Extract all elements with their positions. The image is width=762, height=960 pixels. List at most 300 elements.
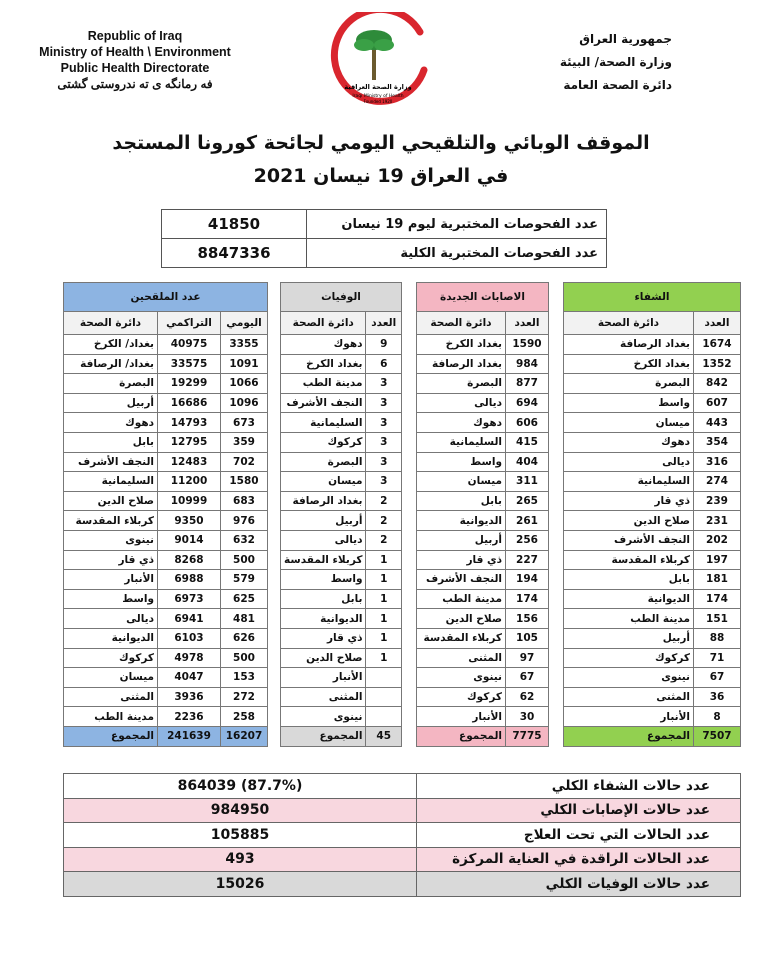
- table-row: [162, 239, 607, 268]
- column-header: التراكمي: [158, 312, 221, 335]
- table-row: [281, 413, 402, 433]
- total-value: 45: [366, 726, 402, 746]
- place-cell: صلاح الدين: [564, 511, 694, 531]
- report-title: الموقف الوبائي والتلقيحي اليومي لجائحة كورونا المستجد: [112, 132, 650, 154]
- place-cell: أربيل: [64, 393, 158, 413]
- ministry-logo: [324, 12, 432, 110]
- daily-cell: 258: [221, 707, 268, 727]
- cumulative-cell: 6103: [158, 628, 221, 648]
- cumulative-cell: 8268: [158, 550, 221, 570]
- total-label: المجموع: [64, 726, 158, 746]
- place-cell: ديالى: [564, 452, 694, 472]
- place-cell: المثنى: [64, 687, 158, 707]
- table-row: [564, 393, 741, 413]
- table-row: [417, 687, 549, 707]
- count-cell: 1: [366, 550, 402, 570]
- table-row: [564, 628, 741, 648]
- count-cell: 227: [506, 550, 549, 570]
- place-cell: النجف الأشرف: [281, 393, 366, 413]
- summary-row: [64, 823, 741, 848]
- place-cell: دهوك: [564, 432, 694, 452]
- place-cell: مدينة الطب: [281, 374, 366, 394]
- table-row: [281, 530, 402, 550]
- table-row: [417, 393, 549, 413]
- count-cell: 606: [506, 413, 549, 433]
- table-row: [281, 628, 402, 648]
- count-cell: [366, 707, 402, 727]
- daily-cell: 153: [221, 668, 268, 688]
- count-cell: [366, 668, 402, 688]
- place-cell: الديوانية: [64, 628, 158, 648]
- header-line: Public Health Directorate: [60, 61, 210, 75]
- count-cell: 71: [694, 648, 741, 668]
- place-cell: صلاح الدين: [281, 648, 366, 668]
- count-cell: 3: [366, 452, 402, 472]
- logo-arabic: وزارة الصحة العراقية: [344, 83, 412, 91]
- cumulative-cell: 4978: [158, 648, 221, 668]
- place-cell: كركوك: [64, 648, 158, 668]
- daily-cell: 673: [221, 413, 268, 433]
- cumulative-cell: 6988: [158, 570, 221, 590]
- cumulative-cell: 12795: [158, 432, 221, 452]
- place-cell: بغداد/ الكرخ: [64, 335, 158, 355]
- table-row: [564, 609, 741, 629]
- count-cell: 1: [366, 648, 402, 668]
- column-header: اليومي: [221, 312, 268, 335]
- cumulative-cell: 40975: [158, 335, 221, 355]
- table-row: [417, 413, 549, 433]
- table-row: [564, 472, 741, 492]
- cumulative-cell: 16686: [158, 393, 221, 413]
- total-row: [64, 726, 268, 746]
- summary-label: عدد الحالات الراقدة في العناية المركزة: [417, 847, 741, 872]
- daily-cell: 579: [221, 570, 268, 590]
- column-header: دائرة الصحة: [64, 312, 158, 335]
- table-title-row: [281, 283, 402, 312]
- cumulative-cell: 9014: [158, 530, 221, 550]
- count-cell: 311: [506, 472, 549, 492]
- daily-cell: 632: [221, 530, 268, 550]
- summary-value: 984950: [64, 798, 417, 823]
- table-row: [564, 354, 741, 374]
- daily-cell: 1066: [221, 374, 268, 394]
- table-row: [281, 491, 402, 511]
- place-cell: ذي قار: [564, 491, 694, 511]
- count-cell: 2: [366, 530, 402, 550]
- count-cell: 261: [506, 511, 549, 531]
- table-row: [417, 648, 549, 668]
- count-cell: 1674: [694, 335, 741, 355]
- count-cell: 256: [506, 530, 549, 550]
- cumulative-cell: 19299: [158, 374, 221, 394]
- column-header: العدد: [506, 312, 549, 335]
- count-cell: 174: [506, 589, 549, 609]
- place-cell: مدينة الطب: [64, 707, 158, 727]
- count-cell: 231: [694, 511, 741, 531]
- count-cell: 443: [694, 413, 741, 433]
- place-cell: بابل: [417, 491, 506, 511]
- place-cell: نينوى: [564, 668, 694, 688]
- table-row: [564, 530, 741, 550]
- count-cell: [366, 687, 402, 707]
- table-row: [281, 393, 402, 413]
- table-row: [281, 687, 402, 707]
- table-row: [64, 687, 268, 707]
- count-cell: 174: [694, 589, 741, 609]
- place-cell: بابل: [281, 589, 366, 609]
- header-line: Ministry of Health \ Environment: [39, 45, 231, 59]
- cumulative-cell: 14793: [158, 413, 221, 433]
- count-cell: 1352: [694, 354, 741, 374]
- count-cell: 1: [366, 609, 402, 629]
- table-row: [64, 550, 268, 570]
- column-header: العدد: [366, 312, 402, 335]
- table-row: [564, 374, 741, 394]
- table-row: [64, 668, 268, 688]
- count-cell: 274: [694, 472, 741, 492]
- table-row: [564, 687, 741, 707]
- place-cell: ديالى: [281, 530, 366, 550]
- place-cell: أربيل: [564, 628, 694, 648]
- table-row: [64, 393, 268, 413]
- count-cell: 607: [694, 393, 741, 413]
- place-cell: نينوى: [281, 707, 366, 727]
- table-row: [281, 550, 402, 570]
- total-value: 7775: [506, 726, 549, 746]
- place-cell: أربيل: [281, 511, 366, 531]
- summary-value: 864039 (87.7%): [64, 774, 417, 799]
- count-cell: 30: [506, 707, 549, 727]
- recovered-table: [563, 282, 741, 747]
- place-cell: السليمانية: [281, 413, 366, 433]
- summary-value: 493: [64, 847, 417, 872]
- place-cell: نينوى: [417, 668, 506, 688]
- count-cell: 2: [366, 491, 402, 511]
- daily-cell: 625: [221, 589, 268, 609]
- place-cell: كربلاء المقدسة: [64, 511, 158, 531]
- count-cell: 3: [366, 432, 402, 452]
- count-cell: 404: [506, 452, 549, 472]
- count-cell: 3: [366, 413, 402, 433]
- place-cell: الأنبار: [564, 707, 694, 727]
- place-cell: النجف الأشرف: [64, 452, 158, 472]
- cumulative-cell: 4047: [158, 668, 221, 688]
- total-value: 7507: [694, 726, 741, 746]
- summary-label: عدد حالات الشفاء الكلي: [417, 774, 741, 799]
- place-cell: بغداد الرصافة: [281, 491, 366, 511]
- daily-cell: 1096: [221, 393, 268, 413]
- count-cell: 354: [694, 432, 741, 452]
- table-row: [64, 589, 268, 609]
- table-row: [564, 491, 741, 511]
- english-header: [30, 28, 240, 92]
- new-cases-table: [416, 282, 549, 747]
- place-cell: ذي قار: [64, 550, 158, 570]
- daily-tests-value: 41850: [162, 210, 307, 239]
- deaths-title: الوفيات: [281, 283, 402, 312]
- count-cell: 9: [366, 335, 402, 355]
- daily-cell: 3355: [221, 335, 268, 355]
- total-label: المجموع: [417, 726, 506, 746]
- column-header: دائرة الصحة: [564, 312, 694, 335]
- place-cell: واسط: [281, 570, 366, 590]
- table-title-row: [64, 283, 268, 312]
- vaccinated-title: عدد الملقحين: [64, 283, 268, 312]
- count-cell: 239: [694, 491, 741, 511]
- table-row: [64, 609, 268, 629]
- daily-cell: 683: [221, 491, 268, 511]
- cumulative-cell: 2236: [158, 707, 221, 727]
- total-row: [281, 726, 402, 746]
- place-cell: الأنبار: [281, 668, 366, 688]
- table-row: [64, 511, 268, 531]
- place-cell: مدينة الطب: [564, 609, 694, 629]
- table-row: [64, 491, 268, 511]
- table-row: [417, 570, 549, 590]
- place-cell: بغداد/ الرصافة: [64, 354, 158, 374]
- place-cell: كركوك: [281, 432, 366, 452]
- place-cell: كربلاء المقدسة: [281, 550, 366, 570]
- place-cell: النجف الأشرف: [417, 570, 506, 590]
- table-row: [281, 354, 402, 374]
- report-subtitle: في العراق 19 نيسان 2021: [253, 165, 509, 187]
- total-label: المجموع: [281, 726, 366, 746]
- table-row: [417, 511, 549, 531]
- table-row: [564, 432, 741, 452]
- count-cell: 105: [506, 628, 549, 648]
- place-cell: صلاح الدين: [417, 609, 506, 629]
- table-header-row: [281, 312, 402, 335]
- summary-row: [64, 847, 741, 872]
- count-cell: 36: [694, 687, 741, 707]
- table-row: [64, 648, 268, 668]
- count-cell: 6: [366, 354, 402, 374]
- count-cell: 97: [506, 648, 549, 668]
- count-cell: 194: [506, 570, 549, 590]
- place-cell: بابل: [564, 570, 694, 590]
- count-cell: 8: [694, 707, 741, 727]
- table-row: [417, 550, 549, 570]
- total-tests-label: عدد الفحوصات المختبرية الكلية: [307, 239, 607, 268]
- count-cell: 415: [506, 432, 549, 452]
- table-row: [281, 511, 402, 531]
- column-header: العدد: [694, 312, 741, 335]
- table-row: [281, 335, 402, 355]
- header-line: وزارة الصحة/ البيئة: [559, 55, 672, 69]
- place-cell: ميسان: [64, 668, 158, 688]
- place-cell: الديوانية: [417, 511, 506, 531]
- count-cell: 3: [366, 393, 402, 413]
- table-title-row: [564, 283, 741, 312]
- table-row: [281, 570, 402, 590]
- table-header-row: [564, 312, 741, 335]
- total-row: [564, 726, 741, 746]
- total-tests-value: 8847336: [162, 239, 307, 268]
- place-cell: بابل: [64, 432, 158, 452]
- place-cell: المثنى: [564, 687, 694, 707]
- table-row: [64, 432, 268, 452]
- table-row: [281, 374, 402, 394]
- table-row: [417, 491, 549, 511]
- place-cell: ميسان: [417, 472, 506, 492]
- place-cell: كربلاء المقدسة: [417, 628, 506, 648]
- table-row: [564, 707, 741, 727]
- table-row: [564, 589, 741, 609]
- header-line: جمهورية العراق: [579, 32, 672, 46]
- cumulative-cell: 6973: [158, 589, 221, 609]
- count-cell: 1: [366, 628, 402, 648]
- place-cell: بغداد الكرخ: [564, 354, 694, 374]
- table-row: [64, 335, 268, 355]
- summary-label: عدد حالات الوفيات الكلي: [417, 872, 741, 897]
- table-row: [64, 452, 268, 472]
- table-row: [281, 589, 402, 609]
- place-cell: المثنى: [281, 687, 366, 707]
- table-row: [417, 589, 549, 609]
- table-row: [417, 628, 549, 648]
- recovered-title: الشفاء: [564, 283, 741, 312]
- summary-table: [63, 773, 741, 897]
- new-cases-title: الاصابات الجديدة: [417, 283, 549, 312]
- total-label: المجموع: [564, 726, 694, 746]
- place-cell: الأنبار: [417, 707, 506, 727]
- table-row: [64, 374, 268, 394]
- count-cell: 3: [366, 472, 402, 492]
- place-cell: أربيل: [417, 530, 506, 550]
- arabic-header: [532, 28, 672, 97]
- table-row: [564, 452, 741, 472]
- summary-label: عدد حالات الإصابات الكلي: [417, 798, 741, 823]
- table-row: [64, 628, 268, 648]
- cumulative-cell: 12483: [158, 452, 221, 472]
- header-line: Republic of Iraq: [87, 29, 183, 43]
- table-row: [417, 530, 549, 550]
- count-cell: 1: [366, 570, 402, 590]
- place-cell: الديوانية: [564, 589, 694, 609]
- place-cell: واسط: [64, 589, 158, 609]
- count-cell: 151: [694, 609, 741, 629]
- summary-row: [64, 774, 741, 799]
- place-cell: البصرة: [417, 374, 506, 394]
- count-cell: 67: [506, 668, 549, 688]
- count-cell: 67: [694, 668, 741, 688]
- table-header-row: [64, 312, 268, 335]
- place-cell: ميسان: [281, 472, 366, 492]
- summary-label: عدد الحالات التي تحت العلاج: [417, 823, 741, 848]
- place-cell: السليمانية: [564, 472, 694, 492]
- place-cell: الأنبار: [64, 570, 158, 590]
- table-row: [281, 609, 402, 629]
- daily-tests-label: عدد الفحوصات المختبرية ليوم 19 نيسان: [307, 210, 607, 239]
- place-cell: البصرة: [564, 374, 694, 394]
- place-cell: دهوك: [64, 413, 158, 433]
- table-title-row: [417, 283, 549, 312]
- count-cell: 316: [694, 452, 741, 472]
- count-cell: 88: [694, 628, 741, 648]
- place-cell: السليمانية: [64, 472, 158, 492]
- place-cell: الديوانية: [281, 609, 366, 629]
- table-row: [417, 354, 549, 374]
- count-cell: 694: [506, 393, 549, 413]
- count-cell: 3: [366, 374, 402, 394]
- place-cell: ذي قار: [417, 550, 506, 570]
- column-header: دائرة الصحة: [417, 312, 506, 335]
- count-cell: 181: [694, 570, 741, 590]
- place-cell: ميسان: [564, 413, 694, 433]
- table-row: [564, 648, 741, 668]
- place-cell: بغداد الرصافة: [417, 354, 506, 374]
- table-row: [417, 452, 549, 472]
- count-cell: 1: [366, 589, 402, 609]
- table-row: [564, 570, 741, 590]
- cumulative-cell: 33575: [158, 354, 221, 374]
- table-row: [417, 707, 549, 727]
- table-row: [417, 668, 549, 688]
- deaths-table: [280, 282, 402, 747]
- header-line: دائرة الصحة العامة: [563, 78, 672, 92]
- table-row: [417, 432, 549, 452]
- table-row: [564, 668, 741, 688]
- count-cell: 156: [506, 609, 549, 629]
- daily-cell: 626: [221, 628, 268, 648]
- table-row: [162, 210, 607, 239]
- place-cell: مدينة الطب: [417, 589, 506, 609]
- total-cumulative: 241639: [158, 726, 221, 746]
- table-row: [417, 609, 549, 629]
- table-row: [64, 354, 268, 374]
- daily-cell: 1091: [221, 354, 268, 374]
- cumulative-cell: 6941: [158, 609, 221, 629]
- place-cell: كركوك: [417, 687, 506, 707]
- table-row: [281, 472, 402, 492]
- count-cell: 842: [694, 374, 741, 394]
- vaccinated-table: [63, 282, 268, 747]
- table-row: [64, 530, 268, 550]
- count-cell: 197: [694, 550, 741, 570]
- table-row: [564, 413, 741, 433]
- table-row: [64, 472, 268, 492]
- table-row: [564, 335, 741, 355]
- daily-cell: 1580: [221, 472, 268, 492]
- total-daily: 16207: [221, 726, 268, 746]
- place-cell: المثنى: [417, 648, 506, 668]
- table-row: [564, 550, 741, 570]
- cumulative-cell: 9350: [158, 511, 221, 531]
- daily-cell: 359: [221, 432, 268, 452]
- count-cell: 265: [506, 491, 549, 511]
- table-row: [281, 452, 402, 472]
- summary-value: 105885: [64, 823, 417, 848]
- daily-cell: 481: [221, 609, 268, 629]
- summary-row: [64, 798, 741, 823]
- column-header: دائرة الصحة: [281, 312, 366, 335]
- table-row: [417, 335, 549, 355]
- place-cell: دهوك: [417, 413, 506, 433]
- table-row: [281, 668, 402, 688]
- summary-row: [64, 872, 741, 897]
- tests-table: [161, 209, 607, 268]
- table-row: [417, 472, 549, 492]
- count-cell: 62: [506, 687, 549, 707]
- table-row: [64, 707, 268, 727]
- count-cell: 1590: [506, 335, 549, 355]
- summary-value: 15026: [64, 872, 417, 897]
- count-cell: 2: [366, 511, 402, 531]
- place-cell: واسط: [417, 452, 506, 472]
- daily-cell: 500: [221, 648, 268, 668]
- count-cell: 877: [506, 374, 549, 394]
- total-row: [417, 726, 549, 746]
